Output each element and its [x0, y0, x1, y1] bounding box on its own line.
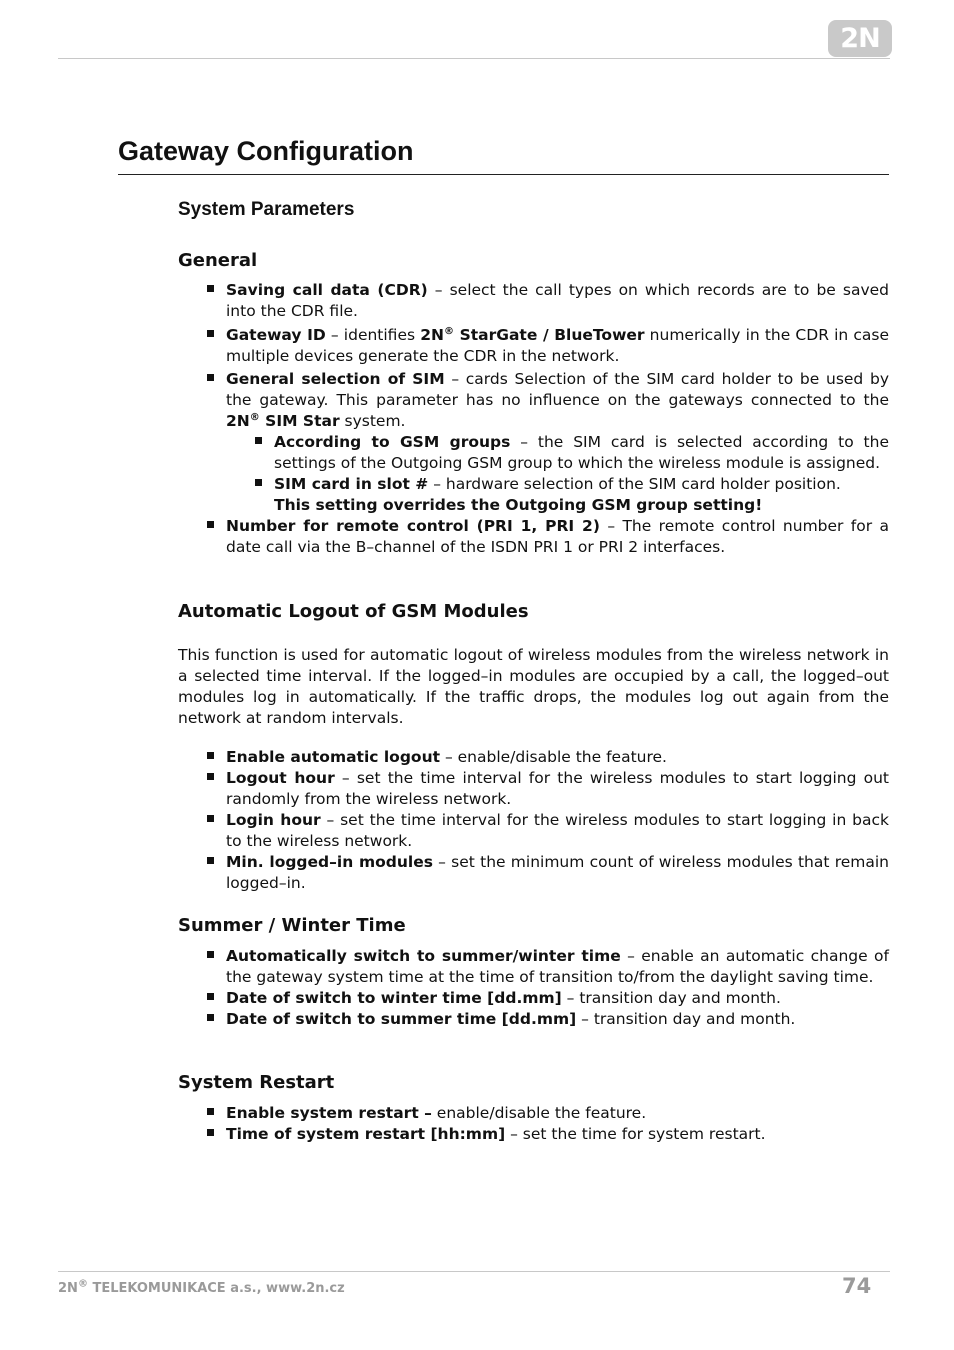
general-heading: General [178, 250, 258, 271]
logout-list [226, 747, 889, 894]
page-title: Gateway Configuration [118, 136, 414, 166]
system-restart-list [226, 1103, 889, 1145]
list-item: Date of switch to winter time [dd.mm] – transition day and month. [226, 988, 889, 1009]
bullet-icon [207, 1129, 214, 1136]
bullet-icon [207, 773, 214, 780]
summer-winter-list [226, 946, 889, 1030]
bullet-icon [207, 1108, 214, 1115]
bullet-icon [207, 374, 214, 381]
title-rule [118, 174, 889, 175]
list-item: Saving call data (CDR) – select the call types on which records are to be saved into the CDR file. [226, 280, 889, 322]
bullet-icon [207, 521, 214, 528]
bullet-icon [255, 479, 262, 486]
list-item: Logout hour – set the time interval for the wireless modules to start logging out randomly from the wireless network. [226, 768, 889, 810]
bullet-icon [207, 330, 214, 337]
footer-rule [58, 1271, 890, 1272]
list-item: Date of switch to summer time [dd.mm] – transition day and month. [226, 1009, 889, 1030]
header-rule [58, 58, 890, 59]
list-item: Gateway ID – identifies 2N® StarGate / BlueTower numerically in the CDR in case multiple devices generate the CDR in the network. [226, 325, 889, 367]
summer-winter-heading: Summer / Winter Time [178, 915, 406, 936]
brand-logo: 2N [828, 20, 892, 57]
override-note: This setting overrides the Outgoing GSM group setting! [274, 496, 763, 514]
section-heading: System Parameters [178, 199, 355, 220]
list-item: Enable automatic logout – enable/disable the feature. [226, 747, 889, 768]
page-number: 74 [842, 1274, 872, 1298]
bullet-icon [207, 815, 214, 822]
bullet-icon [207, 993, 214, 1000]
list-item: Number for remote control (PRI 1, PRI 2) – The remote control number for a date call via the B–channel of the ISDN PRI 1 or PRI 2 interfaces. [226, 516, 889, 558]
logout-heading: Automatic Logout of GSM Modules [178, 601, 529, 622]
sub-list-item: SIM card in slot # – hardware selection of the SIM card holder position. This setting overrides the Outgoing GSM group setting! [274, 474, 889, 516]
list-item: General selection of SIM – cards Selection of the SIM card holder to be used by the gateway. This parameter has no influence on the gateways connected to the 2N® SIM Star system. According to GSM groups – the SIM card is selected according to the settings of the Outgoing GSM group to which the wireless module is assigned. SIM card in slot # – hardware selection of the SIM card holder position. This setting overrides the Outgoing GSM group setting! [226, 369, 889, 516]
list-item: Automatically switch to summer/winter time – enable an automatic change of the gateway system time at the time of transition to/from the daylight saving time. [226, 946, 889, 988]
bullet-icon [207, 857, 214, 864]
bullet-icon [207, 951, 214, 958]
list-item: Login hour – set the time interval for the wireless modules to start logging in back to the wireless network. [226, 810, 889, 852]
bullet-icon [255, 437, 262, 444]
list-item: Enable system restart – enable/disable the feature. [226, 1103, 889, 1124]
sim-selection-sublist [274, 432, 889, 516]
system-restart-heading: System Restart [178, 1072, 335, 1093]
list-item: Time of system restart [hh:mm] – set the time for system restart. [226, 1124, 889, 1145]
bullet-icon [207, 1014, 214, 1021]
footer-company: 2N® TELEKOMUNIKACE a.s., www.2n.cz [58, 1278, 345, 1296]
bullet-icon [207, 752, 214, 759]
general-list [226, 280, 889, 558]
list-item: Min. logged–in modules – set the minimum count of wireless modules that remain logged–in. [226, 852, 889, 894]
sub-list-item: According to GSM groups – the SIM card is selected according to the settings of the Outgoing GSM group to which the wireless module is assigned. [274, 432, 889, 474]
logout-paragraph: This function is used for automatic logout of wireless modules from the wireless network in a selected time interval. If the logged–in modules are occupied by a call, the logged–out modules log in automatically. If the traffic drops, the modules log out again from the network at random intervals. [178, 646, 889, 727]
bullet-icon [207, 285, 214, 292]
